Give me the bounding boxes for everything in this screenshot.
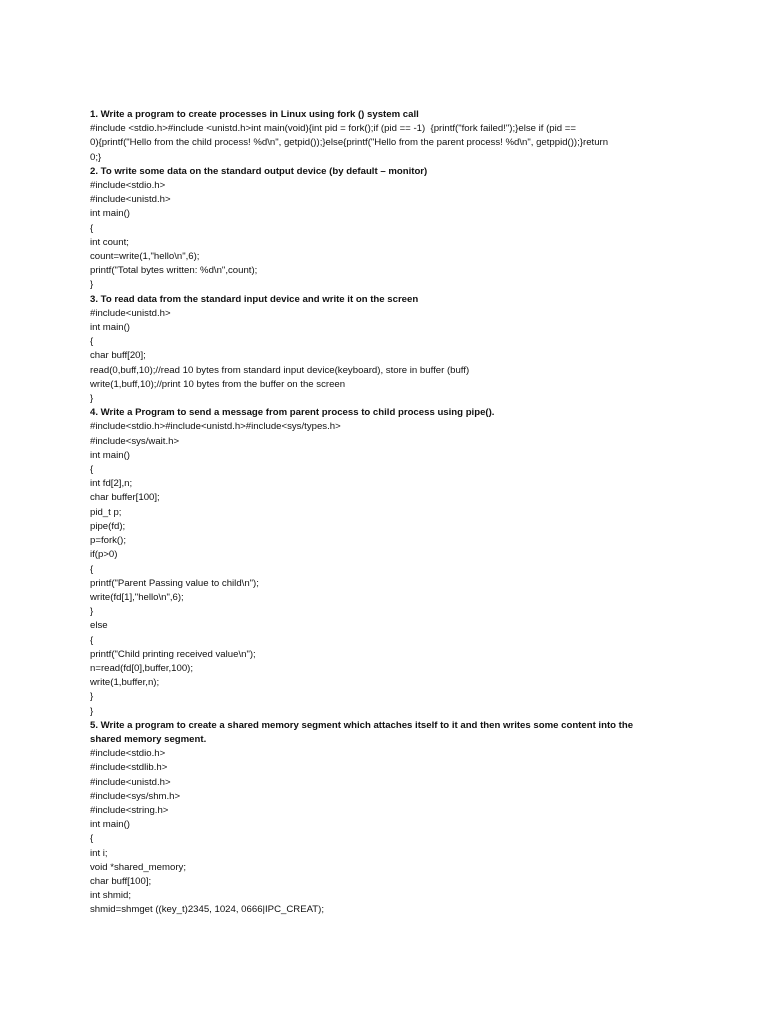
code-line: int shmid; (90, 890, 132, 902)
code-line: { (90, 464, 94, 476)
section-heading: 4. Write a Program to send a message from parent process to child process using pipe(). (90, 407, 495, 419)
code-line: } (90, 393, 94, 405)
code-line: pipe(fd); (90, 520, 126, 532)
code-line: int main() (90, 322, 130, 334)
code-line: int main() (90, 449, 130, 461)
code-line: n=read(fd[0],buffer,100); (90, 662, 194, 674)
code-line: #include<stdio.h> (90, 748, 166, 760)
code-line: int main() (90, 208, 130, 220)
code-line: printf("Parent Passing value to child\n"); (90, 577, 259, 589)
code-line: #include<stdio.h>#include<unistd.h>#include<sys/types.h> (90, 421, 341, 433)
code-line: else (90, 620, 108, 632)
code-line: printf("Total bytes written: %d\n",count); (90, 265, 258, 277)
section-heading: 1. Write a program to create processes in Linux using fork () system call (90, 109, 419, 120)
code-line: #include<stdio.h> (90, 180, 166, 192)
code-line: char buffer[100]; (90, 492, 160, 504)
code-line: } (90, 705, 94, 717)
code-line: #include<unistd.h> (90, 776, 171, 788)
code-line: { (90, 563, 94, 575)
code-line: pid_t p; (90, 506, 122, 518)
code-line: if(p>0) (90, 549, 118, 561)
code-line: { (90, 222, 94, 234)
section-heading: 5. Write a program to create a shared memory segment which attaches itself to it and then writes some content into the (90, 719, 634, 731)
code-line: #include <stdio.h>#include <unistd.h>int main(void){int pid = fork();if (pid == -1) {printf("fork failed!");}else if (pid == (90, 123, 576, 135)
code-line: read(0,buff,10);//read 10 bytes from standard input device(keyboard), store in buffer (buff) (90, 364, 470, 376)
document-body (90, 108, 675, 918)
code-line: int count; (90, 236, 129, 248)
code-line: { (90, 336, 94, 348)
code-line: #include<sys/wait.h> (90, 435, 180, 447)
code-line: #include<unistd.h> (90, 307, 171, 319)
code-line: int fd[2],n; (90, 478, 133, 490)
code-line: #include<sys/shm.h> (90, 790, 181, 802)
code-line: { (90, 833, 94, 845)
code-line: } (90, 691, 94, 703)
code-line: 0;} (90, 151, 102, 163)
code-line: shmid=shmget ((key_t)2345, 1024, 0666|IPC_CREAT); (90, 904, 325, 916)
code-line: } (90, 279, 94, 291)
code-line: char buff[20]; (90, 350, 146, 362)
code-line: #include<stdlib.h> (90, 762, 168, 774)
code-line: int i; (90, 847, 108, 859)
section-heading: shared memory segment. (90, 733, 207, 745)
code-line: count=write(1,"hello\n",6); (90, 251, 200, 263)
section-heading: 3. To read data from the standard input device and write it on the screen (90, 293, 419, 305)
code-line: #include<string.h> (90, 804, 169, 816)
code-line: { (90, 634, 94, 646)
code-line: int main() (90, 819, 130, 831)
code-line: p=fork(); (90, 535, 126, 547)
code-line: write(fd[1],"hello\n",6); (90, 591, 184, 603)
code-line: write(1,buff,10);//print 10 bytes from the buffer on the screen (90, 378, 346, 390)
code-line: printf("Child printing received value\n"); (90, 648, 256, 660)
code-line: write(1,buffer,n); (90, 677, 160, 689)
section-heading: 2. To write some data on the standard output device (by default – monitor) (90, 165, 428, 177)
code-line: char buff[100]; (90, 875, 152, 887)
code-line: void *shared_memory; (90, 861, 186, 873)
code-line: } (90, 606, 94, 618)
code-line: #include<unistd.h> (90, 194, 171, 206)
code-line: 0){printf("Hello from the child process! %d\n", getpid());}else{printf("Hello from the parent process! %d\n", getppid());}return (90, 137, 609, 149)
